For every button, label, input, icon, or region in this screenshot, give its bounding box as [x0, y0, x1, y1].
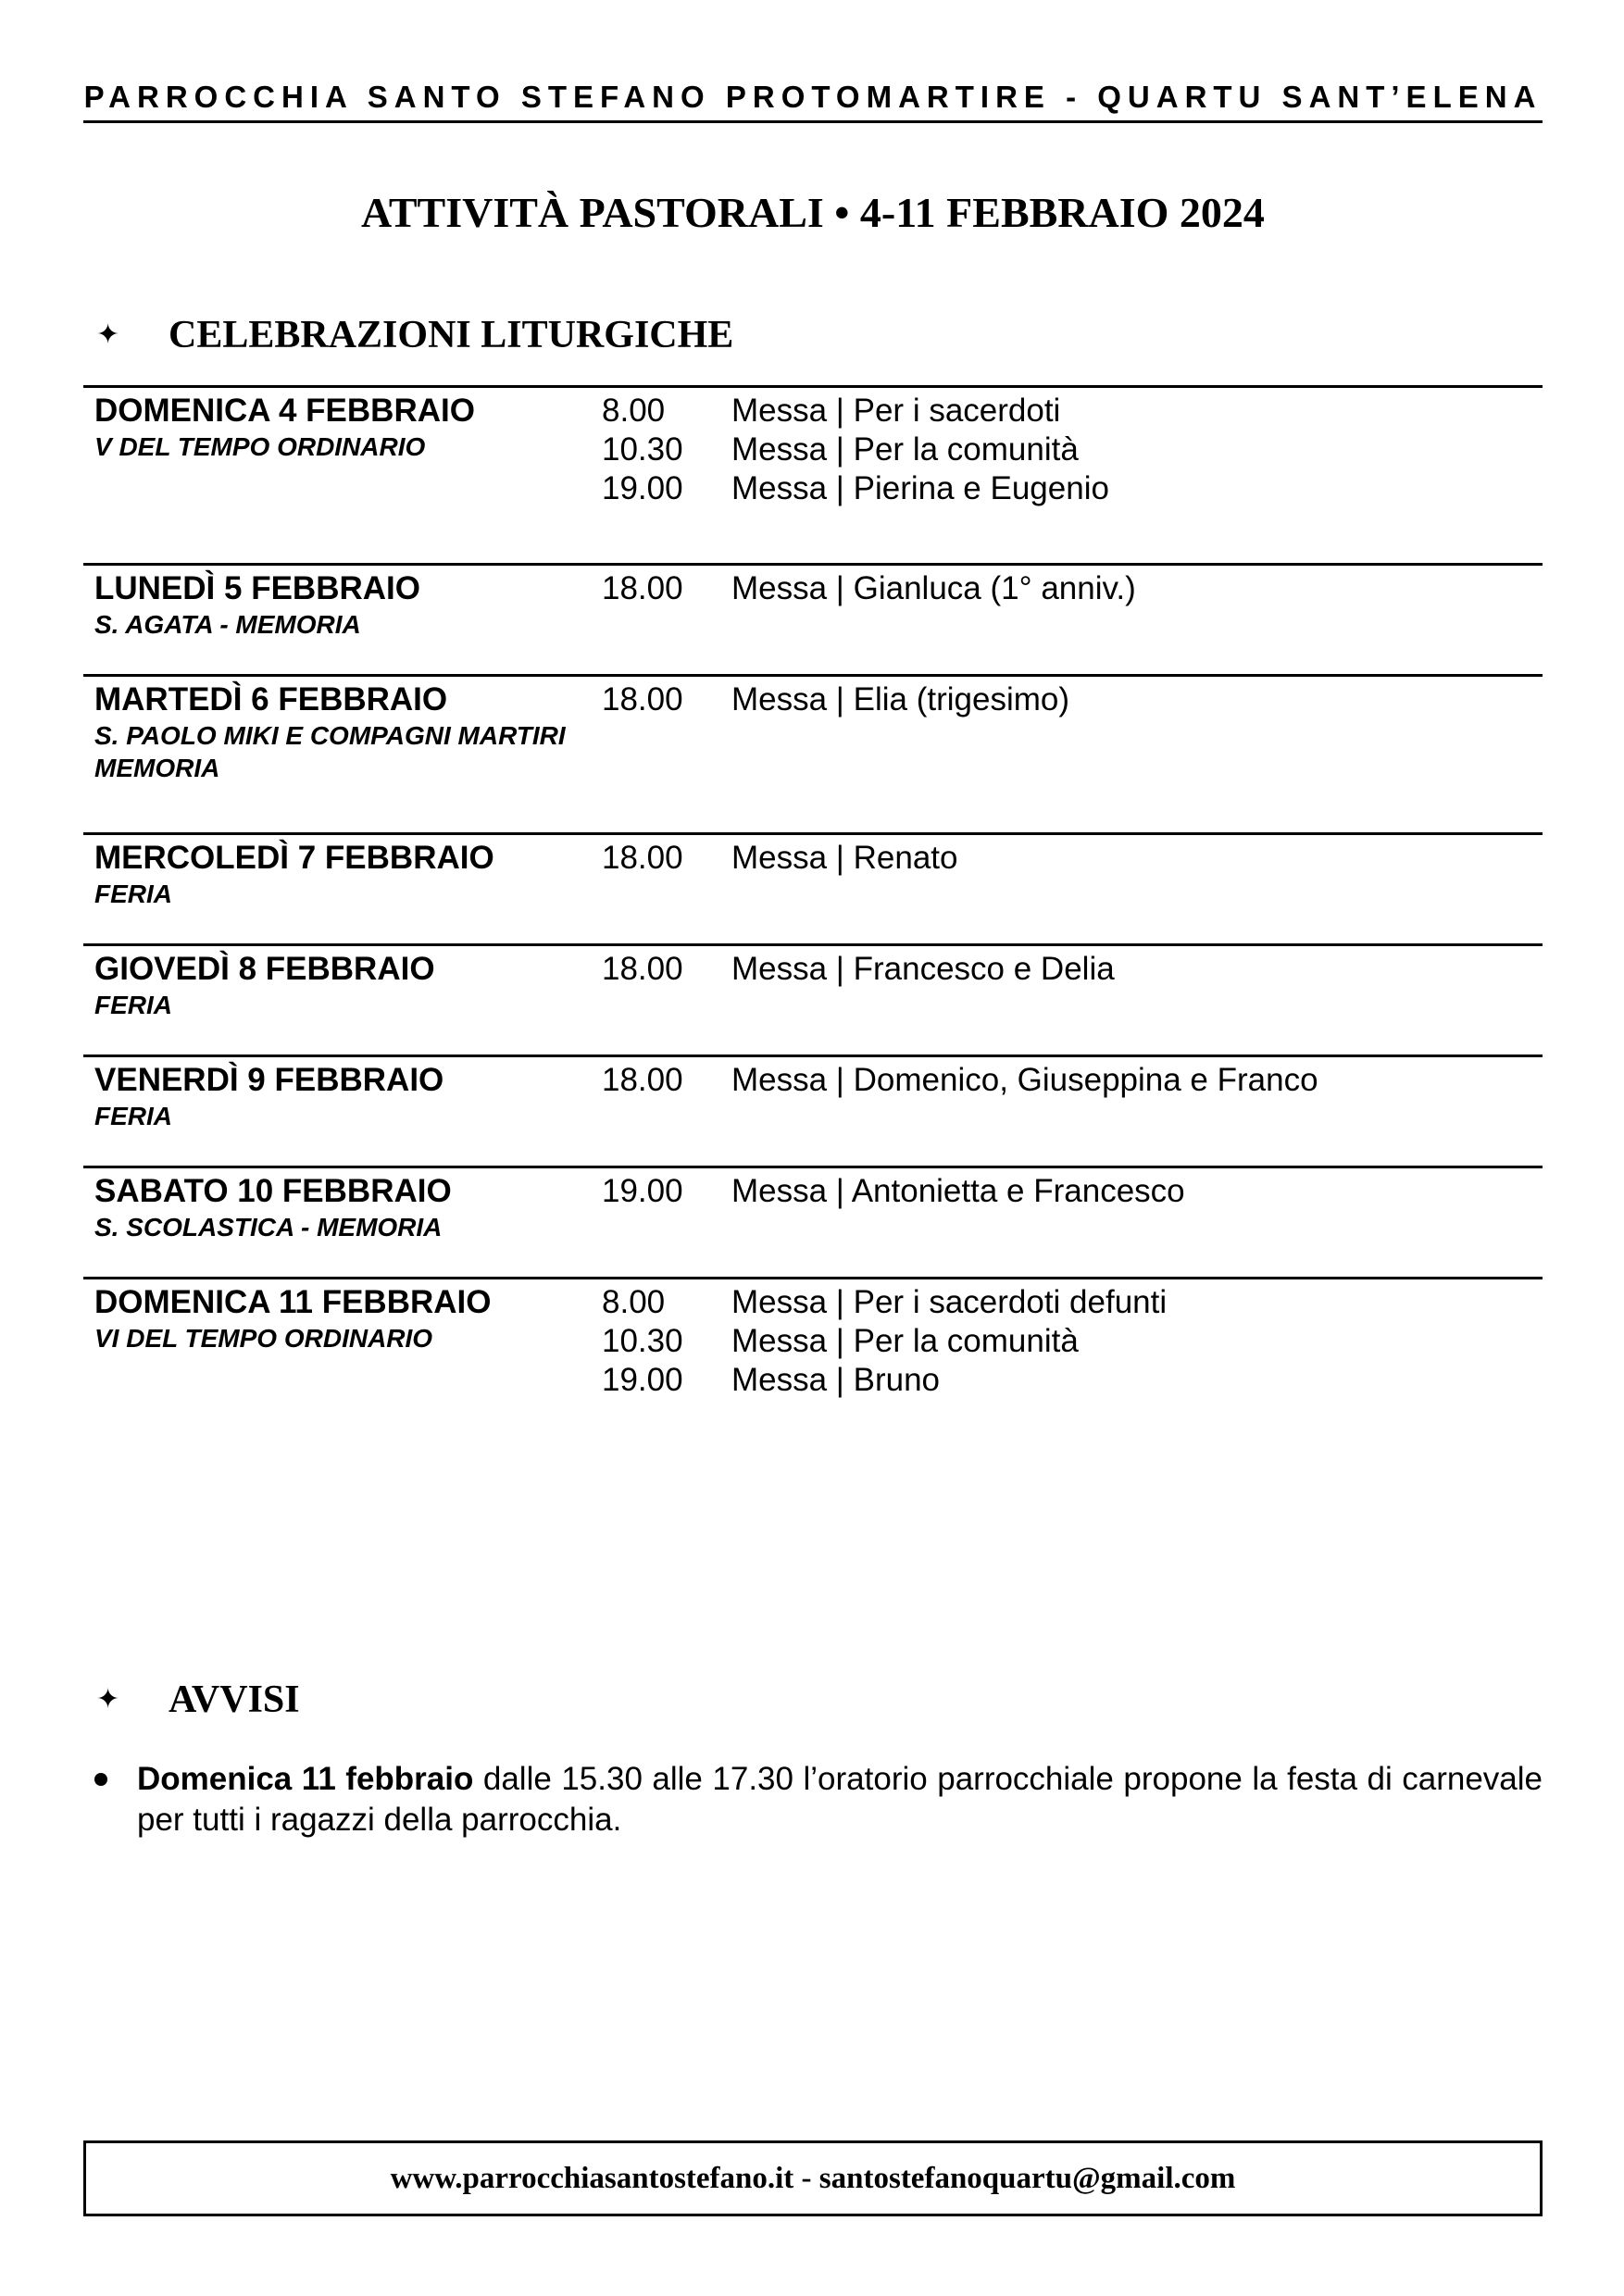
day-row-domenica-11	[83, 1277, 1543, 1434]
day-name: LUNEDÌ 5 FEBBRAIO	[94, 570, 420, 606]
day-row-giovedi-8	[83, 943, 1543, 1054]
day-subtitle: FERIA	[94, 991, 172, 1019]
mass-description: Messa | Renato	[731, 840, 958, 876]
day-row-venerdi-9	[83, 1054, 1543, 1166]
day-name: GIOVEDÌ 8 FEBBRAIO	[94, 951, 435, 987]
day-row-martedi-6	[83, 674, 1543, 832]
mass-description: Messa | Per i sacerdoti defunti	[731, 1284, 1168, 1320]
mass-description: Messa | Antonietta e Francesco	[731, 1173, 1185, 1209]
mass-entry	[602, 1061, 1528, 1100]
mass-list	[602, 1061, 1528, 1100]
celebrations-heading-text: CELEBRAZIONI LITURGICHE	[169, 314, 734, 356]
notices-heading	[83, 1672, 1543, 1728]
mass-time: 18.00	[602, 570, 683, 606]
bulletin-page	[83, 0, 1543, 2296]
mass-time: 8.00	[602, 1284, 666, 1320]
mass-list	[602, 950, 1528, 989]
day-row-mercoledi-7	[83, 832, 1543, 943]
mass-list	[602, 569, 1528, 608]
day-name: DOMENICA 4 FEBBRAIO	[94, 393, 475, 429]
day-row-lunedi-5	[83, 563, 1543, 674]
mass-description: Messa | Bruno	[731, 1362, 941, 1398]
mass-time: 18.00	[602, 951, 683, 987]
mass-entry	[602, 1283, 1528, 1322]
day-name: VENERDÌ 9 FEBBRAIO	[94, 1062, 444, 1098]
mass-entry	[602, 680, 1528, 719]
mass-time: 18.00	[602, 1062, 683, 1098]
mass-description: Messa | Gianluca (1° anniv.)	[731, 570, 1136, 606]
mass-list	[602, 839, 1528, 878]
mass-list	[602, 1283, 1528, 1400]
mass-entry	[602, 392, 1528, 430]
mass-time: 19.00	[602, 1362, 683, 1398]
day-name: DOMENICA 11 FEBBRAIO	[94, 1284, 492, 1320]
notices-heading-text: AVVISI	[169, 1678, 300, 1721]
day-subtitle: V DEL TEMPO ORDINARIO	[94, 432, 426, 461]
mass-entry	[602, 1322, 1528, 1361]
mass-entry	[602, 1361, 1528, 1400]
mass-time: 19.00	[602, 1173, 683, 1209]
day-name: MERCOLEDÌ 7 FEBBRAIO	[94, 840, 494, 876]
star-icon: ✦	[96, 318, 120, 351]
mass-entry	[602, 469, 1528, 508]
star-icon: ✦	[96, 1683, 120, 1716]
notice-item	[83, 1759, 1543, 1841]
mass-description: Messa | Per la comunità	[731, 1323, 1079, 1359]
page-title: ATTIVITÀ PASTORALI • 4-11 FEBBRAIO 2024	[361, 189, 1265, 236]
footer-contacts: www.parrocchiasantostefano.it - santostefanoquartu@gmail.com	[83, 2140, 1543, 2216]
day-name: SABATO 10 FEBBRAIO	[94, 1173, 452, 1209]
day-subtitle: S. SCOLASTICA - MEMORIA	[94, 1213, 443, 1242]
mass-time: 18.00	[602, 840, 683, 876]
day-row-sabato-10	[83, 1166, 1543, 1277]
mass-list	[602, 680, 1528, 719]
bullet-icon	[94, 1773, 107, 1786]
mass-description: Messa | Per i sacerdoti	[731, 393, 1061, 429]
mass-entry	[602, 430, 1528, 469]
celebrations-schedule	[83, 385, 1543, 1434]
mass-entry	[602, 1172, 1528, 1211]
mass-time: 8.00	[602, 393, 666, 429]
mass-description: Messa | Domenico, Giuseppina e Franco	[731, 1062, 1318, 1098]
mass-description: Messa | Pierina e Eugenio	[731, 470, 1109, 506]
mass-list	[602, 392, 1528, 508]
mass-entry	[602, 569, 1528, 608]
day-subtitle: S. PAOLO MIKI E COMPAGNI MARTIRI MEMORIA	[94, 721, 566, 782]
parish-header: PARROCCHIA SANTO STEFANO PROTOMARTIRE - QUARTU SANT’ELENA	[83, 74, 1543, 123]
day-subtitle: S. AGATA - MEMORIA	[94, 610, 361, 639]
mass-entry	[602, 950, 1528, 989]
notice-date: Domenica 11 febbraio	[137, 1761, 474, 1797]
celebrations-heading	[83, 307, 1543, 363]
mass-description: Messa | Francesco e Delia	[731, 951, 1115, 987]
day-name: MARTEDÌ 6 FEBBRAIO	[94, 681, 448, 718]
mass-entry	[602, 839, 1528, 878]
day-subtitle: FERIA	[94, 880, 172, 908]
mass-time: 19.00	[602, 470, 683, 506]
mass-description: Messa | Elia (trigesimo)	[731, 681, 1070, 718]
mass-time: 18.00	[602, 681, 683, 718]
mass-time: 10.30	[602, 1323, 683, 1359]
mass-time: 10.30	[602, 431, 683, 468]
notices-list	[83, 1759, 1543, 1841]
day-subtitle: FERIA	[94, 1102, 172, 1130]
notice-text: dalle 15.30 alle 17.30 l’oratorio parrocchiale propone la festa di carnevale per tutti i ragazzi della parrocchia.	[137, 1761, 1543, 1838]
day-subtitle: VI DEL TEMPO ORDINARIO	[94, 1324, 433, 1353]
day-row-domenica-4	[83, 385, 1543, 563]
mass-description: Messa | Per la comunità	[731, 431, 1079, 468]
mass-list	[602, 1172, 1528, 1211]
